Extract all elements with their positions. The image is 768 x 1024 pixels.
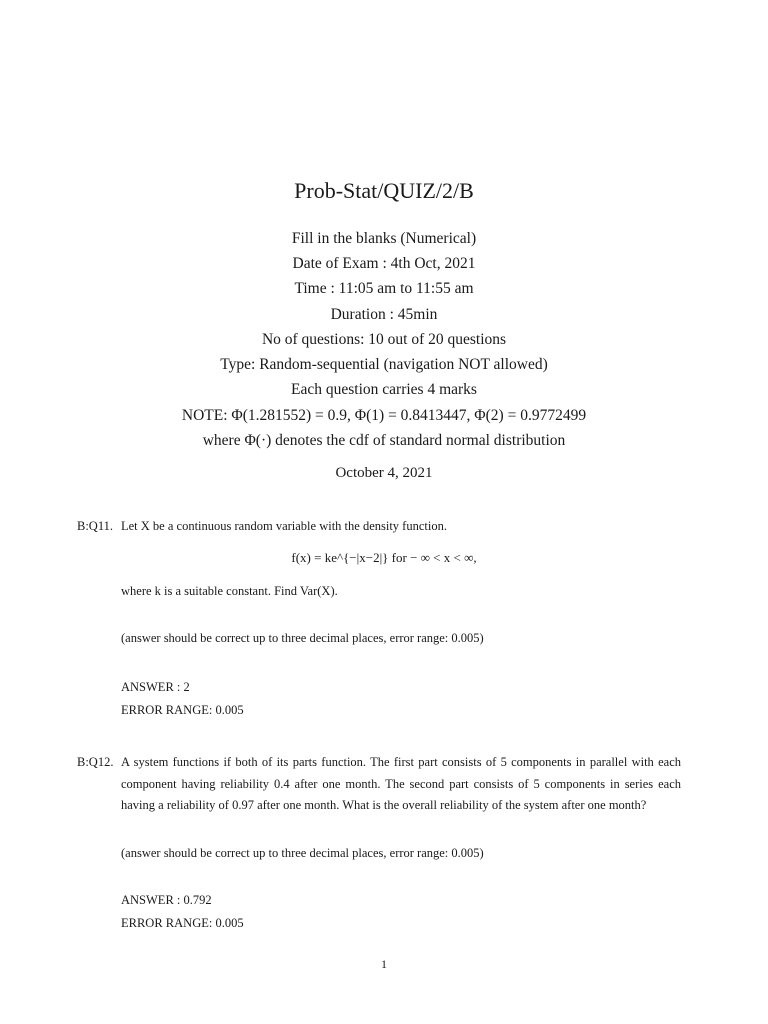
question-11-after-formula: where k is a suitable constant. Find Var(X).: [121, 584, 338, 598]
question-label: B:Q12.: [77, 755, 114, 769]
question-12: [0, 752, 768, 842]
header-line-type: Fill in the blanks (Numerical): [291, 230, 477, 247]
header-line-questions: No of questions: 10 out of 20 questions: [261, 331, 507, 348]
document-date: October 4, 2021: [335, 465, 433, 481]
question-11-error-range: ERROR RANGE: 0.005: [121, 703, 244, 717]
question-11-formula: f(x) = ke^{−|x−2|} for − ∞ < x < ∞,: [291, 550, 477, 565]
header-line-time: Time : 11:05 am to 11:55 am: [294, 280, 474, 297]
page-number: 1: [381, 957, 387, 971]
header-line-date: Date of Exam : 4th Oct, 2021: [292, 255, 476, 272]
question-12-answer: ANSWER : 0.792: [121, 893, 212, 907]
question-11-answer: ANSWER : 2: [121, 680, 190, 694]
header-line-marks: Each question carries 4 marks: [291, 381, 477, 398]
question-12-error-range: ERROR RANGE: 0.005: [121, 916, 244, 930]
question-12-note: (answer should be correct up to three decimal places, error range: 0.005): [121, 846, 484, 860]
question-label: B:Q11.: [77, 519, 113, 533]
question-text: Let X be a continuous random variable with the density function.: [121, 519, 447, 533]
header-line-note-definition: where Φ(·) denotes the cdf of standard normal distribution: [202, 432, 566, 449]
header-line-navigation: Type: Random-sequential (navigation NOT allowed): [220, 356, 548, 373]
question-text: A system functions if both of its parts function. The first part consists of 5 components in parallel with each component having reliability 0.4 after one month. The second part consists of 5 components in series each having a reliability of 0.97 after one month. What is the overall reliability of the system after one month?: [121, 755, 681, 812]
header-line-note: NOTE: Φ(1.281552) = 0.9, Φ(1) = 0.8413447, Φ(2) = 0.9772499: [181, 407, 587, 424]
header-line-duration: Duration : 45min: [330, 306, 438, 323]
document-title: Prob-Stat/QUIZ/2/B: [294, 178, 474, 203]
question-11: [0, 516, 768, 536]
question-11-note: (answer should be correct up to three decimal places, error range: 0.005): [121, 631, 484, 645]
